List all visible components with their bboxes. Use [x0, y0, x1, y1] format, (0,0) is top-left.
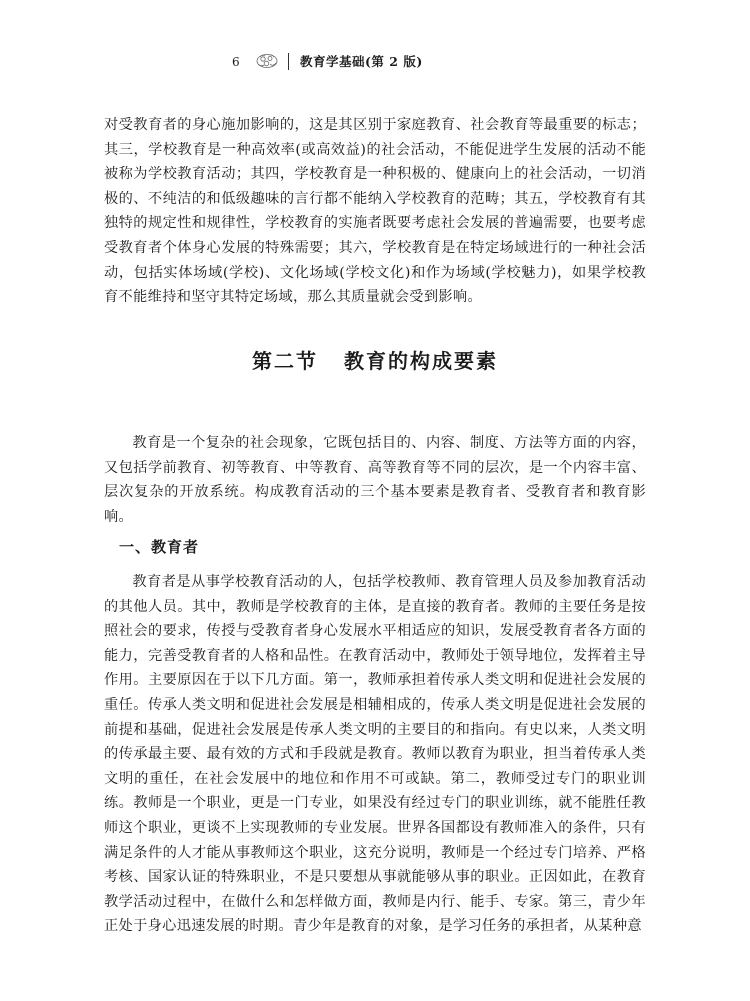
running-header: [0, 52, 750, 74]
floral-ornament-icon: [255, 52, 279, 70]
header-divider: [288, 53, 289, 70]
body-paragraph-intro: 教育是一个复杂的社会现象，它既包括目的、内容、制度、方法等方面的内容，又包括学前教育、初等教育、中等教育、高等教育等不同的层次，是一个内容丰富、层次复杂的开放系统。构成教育活动的三个基本要素是教育者、受教育者和教育影响。: [104, 435, 646, 525]
book-title: 教育学基础(第 2 版): [300, 54, 423, 69]
section-title: 教育的构成要素: [344, 349, 498, 373]
page-number: 6: [232, 55, 240, 69]
body-paragraph-educator: 教育者是从事学校教育活动的人，包括学校教师、教育管理人员及参加教育活动的其他人员。其中，教师是学校教育的主体，是直接的教育者。教师的主要任务是按照社会的要求，传授与受教育者身心发展水平相适应的知识，发展受教育者各方面的能力，完善受教育者的人格和品性。在教育活动中，教师处于领导地位，发挥着主导作用。主要原因在于以下几方面。第一，教师承担着传承人类文明和促进社会发展的重任。传承人类文明和促进社会发展是相辅相成的，传承人类文明是促进社会发展的前提和基础，促进社会发展是传承人类文明的主要目的和指向。有史以来，人类文明的传承最主要、最有效的方式和手段就是教育。教师以教育为职业，担当着传承人类文明的重任，在社会发展中的地位和作用不可或缺。第二，教师受过专门的职业训练。教师是一个职业，更是一门专业，如果没有经过专门的职业训练，就不能胜任教师这个职业，更谈不上实现教师的专业发展。世界各国都设有教师准入的条件，只有满足条件的人才能从事教师这个职业，这充分说明，教师是一个经过专门培养、严格考核、国家认证的特殊职业，不是只要想从事就能够从事的职业。正因如此，在教育教学活动过程中，在做什么和怎样做方面，教师是内行、能手、专家。第三，青少年正处于身心迅速发展的时期。青少年是教育的对象，是学习任务的承担者，从某种意: [104, 574, 646, 935]
body-paragraph-continued: 对受教育者的身心施加影响的，这是其区别于家庭教育、社会教育等最重要的标志；其三，学校教育是一种高效率(或高效益)的社会活动，不能促进学生发展的活动不能被称为学校教育活动；其四，学校教育是一种积极的、健康向上的社会活动，一切消极的、不纯洁的和低级趣味的言行都不能纳入学校教育的范畴；其五，学校教育有其独特的规定性和规律性，学校教育的实施者既要考虑社会发展的普遍需要，也要考虑受教育者个体身心发展的特殊需要；其六，学校教育是在特定场域进行的一种社会活动，包括实体场域(学校)、文化场域(学校文化)和作为场域(学校魅力)，如果学校教育不能维持和坚守其特定场域，那么其质量就会受到影响。: [104, 117, 646, 306]
section-number: 第二节: [252, 349, 318, 373]
subsection-heading: 一、教育者: [119, 538, 200, 556]
section-heading: [0, 347, 750, 375]
